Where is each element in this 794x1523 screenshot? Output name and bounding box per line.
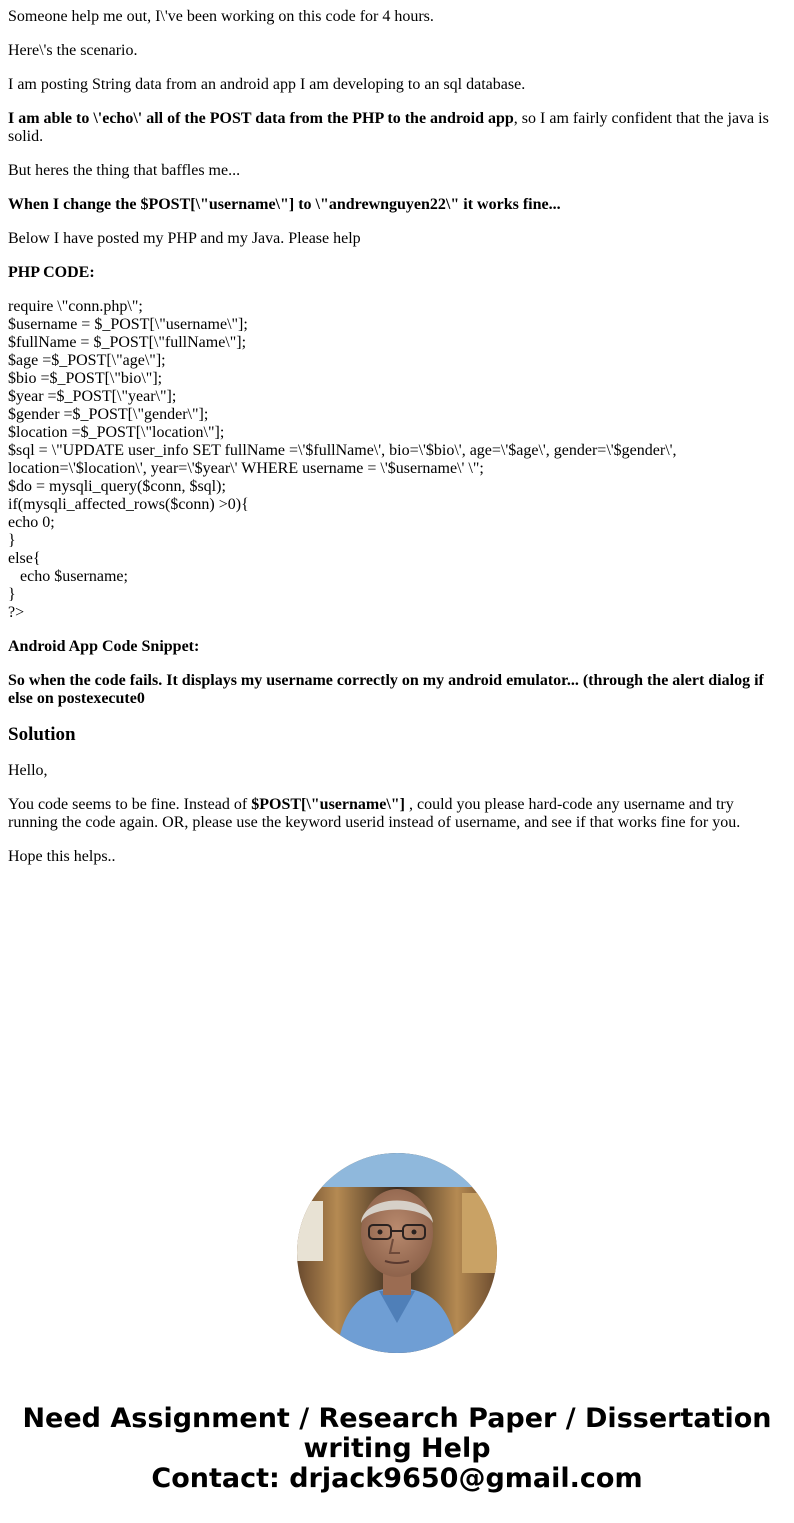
post-content	[8, 8, 786, 882]
code-line: else{	[8, 550, 41, 567]
echo-paragraph	[8, 110, 786, 146]
below-text: Below I have posted my PHP and my Java. Please help	[8, 230, 361, 247]
banner-contact-line: Contact: drjack9650@gmail.com	[151, 1463, 643, 1494]
fails-bold-text: So when the code fails. It displays my username correctly on my android emulator... (through the alert dialog if else on postexecute0	[8, 672, 764, 707]
code-line: $sql = \"UPDATE user_info SET fullName =\'$fullName\', bio=\'$bio\', age=\'$age\', gender=\'$gender\',	[8, 442, 677, 459]
solution-body-post: , could you please hard-code any username and try running the code again. OR, please use the keyword userid instead of username, and see if that works fine for you.	[8, 796, 741, 831]
change-paragraph	[8, 196, 786, 214]
code-line: ?>	[8, 604, 25, 621]
echo-rest-text: , so I am fairly confident that the java is solid.	[8, 110, 769, 145]
contact-banner	[0, 1404, 794, 1494]
code-line: location=\'$location\', year=\'$year\' WHERE username = \'$username\' \";	[8, 460, 484, 477]
solution-heading: Solution	[8, 724, 76, 745]
code-line: echo 0;	[8, 514, 55, 531]
php-heading: PHP CODE:	[8, 264, 95, 281]
solution-body-bold: $POST[\"username\"]	[251, 796, 405, 813]
code-line: echo $username;	[8, 568, 128, 585]
scenario-text: Here\'s the scenario.	[8, 42, 138, 59]
code-line: $do = mysqli_query($conn, $sql);	[8, 478, 226, 495]
code-line: $username = $_POST[\"username\"];	[8, 316, 248, 333]
echo-bold-text: I am able to \'echo\' all of the POST data from the PHP to the android app	[8, 110, 514, 127]
php-heading-paragraph	[8, 264, 786, 282]
change-bold-text: When I change the $POST[\"username\"] to \"andrewnguyen22\" it works fine...	[8, 196, 561, 213]
android-heading: Android App Code Snippet:	[8, 638, 200, 655]
solution-body-pre: You code seems to be fine. Instead of	[8, 796, 252, 813]
hello-text: Hello,	[8, 762, 48, 779]
code-line: require \"conn.php\";	[8, 298, 143, 315]
android-heading-paragraph	[8, 638, 786, 656]
code-line: $fullName = $_POST[\"fullName\"];	[8, 334, 247, 351]
baffles-text: But heres the thing that baffles me...	[8, 162, 241, 179]
code-line: $bio =$_POST[\"bio\"];	[8, 370, 163, 387]
intro-text: Someone help me out, I\'ve been working on this code for 4 hours.	[8, 8, 434, 25]
code-line: $location =$_POST[\"location\"];	[8, 424, 225, 441]
code-line: $year =$_POST[\"year\"];	[8, 388, 177, 405]
fails-paragraph	[8, 672, 786, 708]
php-code-block	[8, 298, 786, 622]
banner-line-2: writing Help	[303, 1433, 491, 1464]
code-line: $age =$_POST[\"age\"];	[8, 352, 166, 369]
banner-line-1: Need Assignment / Research Paper / Dissertation	[22, 1403, 772, 1434]
code-line: }	[8, 586, 16, 603]
author-avatar	[297, 1153, 497, 1353]
code-line: $gender =$_POST[\"gender\"];	[8, 406, 209, 423]
hope-text: Hope this helps..	[8, 848, 116, 865]
posting-text: I am posting String data from an android app I am developing to an sql database.	[8, 76, 526, 93]
solution-body	[8, 796, 786, 832]
author-portrait-image	[297, 1153, 497, 1353]
code-line: if(mysqli_affected_rows($conn) >0){	[8, 496, 249, 513]
code-line: }	[8, 532, 16, 549]
